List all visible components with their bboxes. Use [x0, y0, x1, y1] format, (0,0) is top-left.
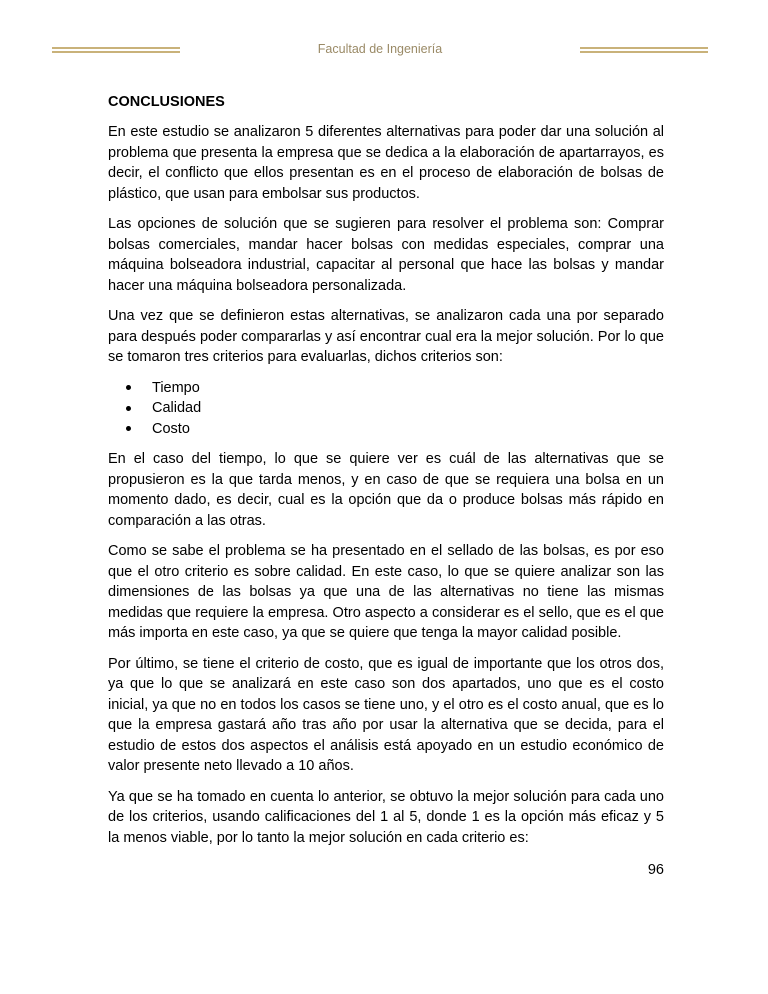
page-header [52, 38, 708, 62]
paragraph: Las opciones de solución que se sugieren para resolver el problema son: Comprar bolsas comerciales, mandar hacer bolsas con medidas especiales, comprar una máquina bolseadora industrial, capacitar al personal que hace las bolsas y mandar hacer una máquina bolseadora personalizada. [108, 216, 664, 294]
paragraph: Ya que se ha tomado en cuenta lo anterior, se obtuvo la mejor solución para cada uno de los criterios, usando calificaciones del 1 al 5, donde 1 es la opción más eficaz y 5 la menos viable, por lo tanto la mejor solución en cada criterio es: [108, 788, 664, 846]
bullet-icon [126, 406, 131, 411]
page-number: 96 [647, 862, 664, 878]
criteria-label: Costo [152, 420, 190, 437]
header-title: Facultad de Ingeniería [317, 42, 443, 56]
paragraph: Por último, se tiene el criterio de costo, que es igual de importante que los otros dos, ya que lo que se analizará en este caso son dos apartados, uno que es el costo inicial, ya que no en todos los casos se tiene uno, y el otro es el costo anual, que es lo que la empresa gastará año tras año por usar la alternativa que se decida, para el estudio de estos dos aspectos el análisis está apoyado en un estudio económico de valor presente neto llevado a 10 años. [108, 655, 664, 774]
bullet-icon [126, 426, 131, 431]
paragraph: En el caso del tiempo, lo que se quiere ver es cuál de las alternativas que se propusieron es la que tarda menos, y en caso de que se requiera una bolsa en un momento dado, es decir, cual es la opción que da o produce bolsas más rápido en comparación a las otras. [108, 451, 664, 529]
section-heading: CONCLUSIONES [108, 94, 225, 110]
document-body [108, 92, 664, 858]
paragraph: Una vez que se definieron estas alternativas, se analizaron cada una por separado para después poder compararlas y así encontrar cual era la mejor solución. Por lo que se tomaron tres criterios para evaluarlas, dichos criterios son: [108, 308, 664, 365]
criteria-list [108, 378, 664, 440]
header-rule-right [580, 47, 708, 53]
criteria-item [126, 378, 664, 399]
paragraph: En este estudio se analizaron 5 diferentes alternativas para poder dar una solución al problema que presenta la empresa que se dedica a la elaboración de apartarrayos, es decir, el conflicto que ellos presentan es en el proceso de elaboración de bolsas de plástico, que usan para embolsar sus productos. [108, 124, 664, 202]
criteria-item [126, 398, 664, 419]
criteria-label: Calidad [152, 400, 202, 416]
criteria-label: Tiempo [152, 379, 200, 396]
bullet-icon [126, 385, 131, 390]
criteria-item [126, 419, 664, 440]
paragraph: Como se sabe el problema se ha presentado en el sellado de las bolsas, es por eso que el otro criterio es sobre calidad. En este caso, lo que se quiere analizar son las dimensiones de las bolsas ya que una de las alternativas no tiene las mismas medidas que requiere la empresa. Otro aspecto a considerar es el sello, que es el que más importa en este caso, ya que se quiere que tenga la mayor calidad posible. [108, 543, 664, 641]
